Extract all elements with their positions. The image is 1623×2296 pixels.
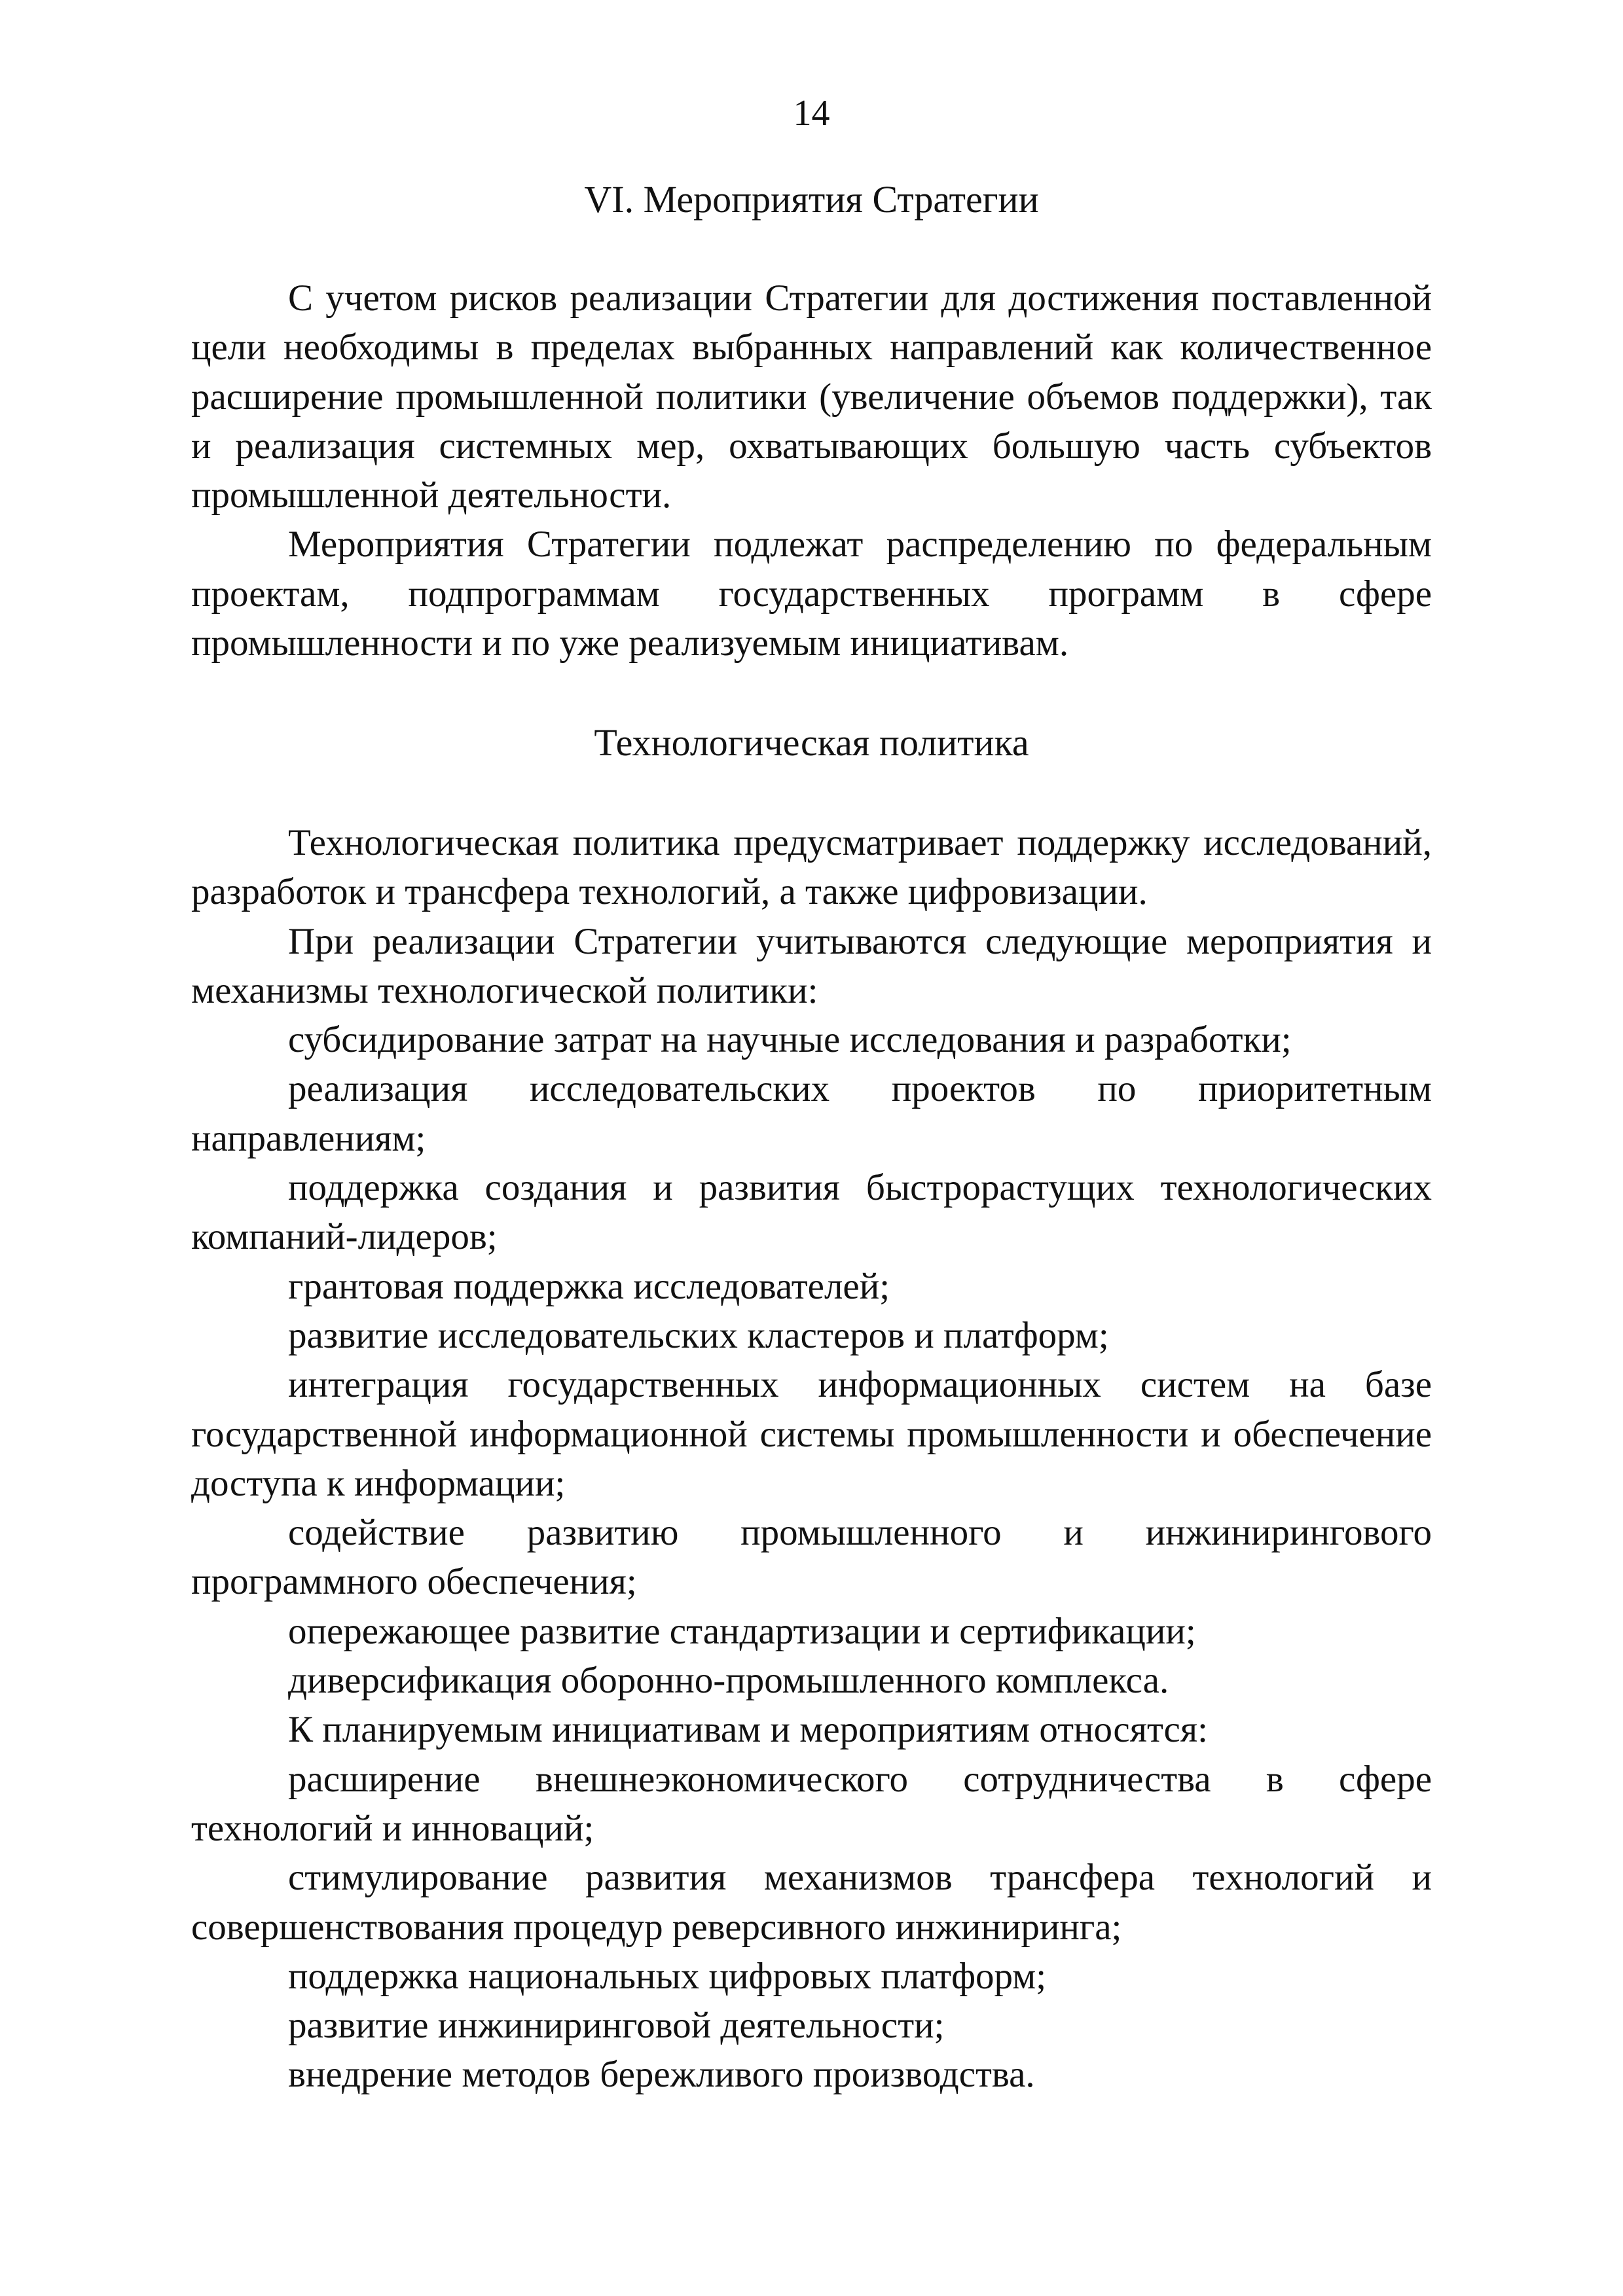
paragraph: Мероприятия Стратегии подлежат распределению по федеральным проектам, подпрограммам государственных программ в сфере промышленности и по уже реализуемым инициативам. bbox=[191, 524, 1432, 664]
list-item: опережающее развитие стандартизации и сертификации; bbox=[288, 1610, 1196, 1652]
page-number: 14 bbox=[793, 93, 830, 134]
list-item: развитие исследовательских кластеров и платформ; bbox=[288, 1314, 1109, 1356]
list-item: содействие развитию промышленного и инжинирингового программного обеспечения; bbox=[191, 1512, 1432, 1603]
list-item: диверсификация оборонно-промышленного комплекса. bbox=[288, 1660, 1169, 1702]
list-item: стимулирование развития механизмов трансфера технологий и совершенствования процедур реверсивного инжиниринга; bbox=[191, 1857, 1432, 1948]
list-item: реализация исследовательских проектов по приоритетным направлениям; bbox=[191, 1068, 1432, 1159]
list-item: расширение внешнеэкономического сотрудничества в сфере технологий и инноваций; bbox=[191, 1758, 1432, 1849]
list-item: интеграция государственных информационных систем на базе государственной информационной системы промышленности и обеспечение доступа к информации; bbox=[191, 1364, 1432, 1504]
list-item: субсидирование затрат на научные исследования и разработки; bbox=[288, 1019, 1292, 1061]
list-item: развитие инжиниринговой деятельности; bbox=[288, 2005, 945, 2047]
technology-policy-section bbox=[191, 818, 1432, 2100]
list-item: грантовая поддержка исследователей; bbox=[288, 1265, 890, 1307]
list-item: внедрение методов бережливого производства. bbox=[288, 2054, 1035, 2096]
list-item: поддержка национальных цифровых платформ; bbox=[288, 1955, 1047, 1997]
list-item: поддержка создания и развития быстрорастущих технологических компаний-лидеров; bbox=[191, 1167, 1432, 1258]
section-title: VI. Мероприятия Стратегии bbox=[584, 178, 1039, 221]
intro-section bbox=[191, 274, 1432, 668]
paragraph: При реализации Стратегии учитываются следующие мероприятия и механизмы технологической политики: bbox=[191, 920, 1432, 1011]
subsection-title: Технологическая политика bbox=[594, 721, 1029, 764]
paragraph: С учетом рисков реализации Стратегии для достижения поставленной цели необходимы в пределах выбранных направлений как количественное расширение промышленной политики (увеличение объемов поддержки), так и реализация системных мер, охватывающих большую часть субъектов промышленной деятельности. bbox=[191, 278, 1432, 516]
paragraph: К планируемым инициативам и мероприятиям относятся: bbox=[288, 1709, 1208, 1751]
paragraph: Технологическая политика предусматривает поддержку исследований, разработок и трансфера технологий, а также цифровизации. bbox=[191, 822, 1432, 913]
